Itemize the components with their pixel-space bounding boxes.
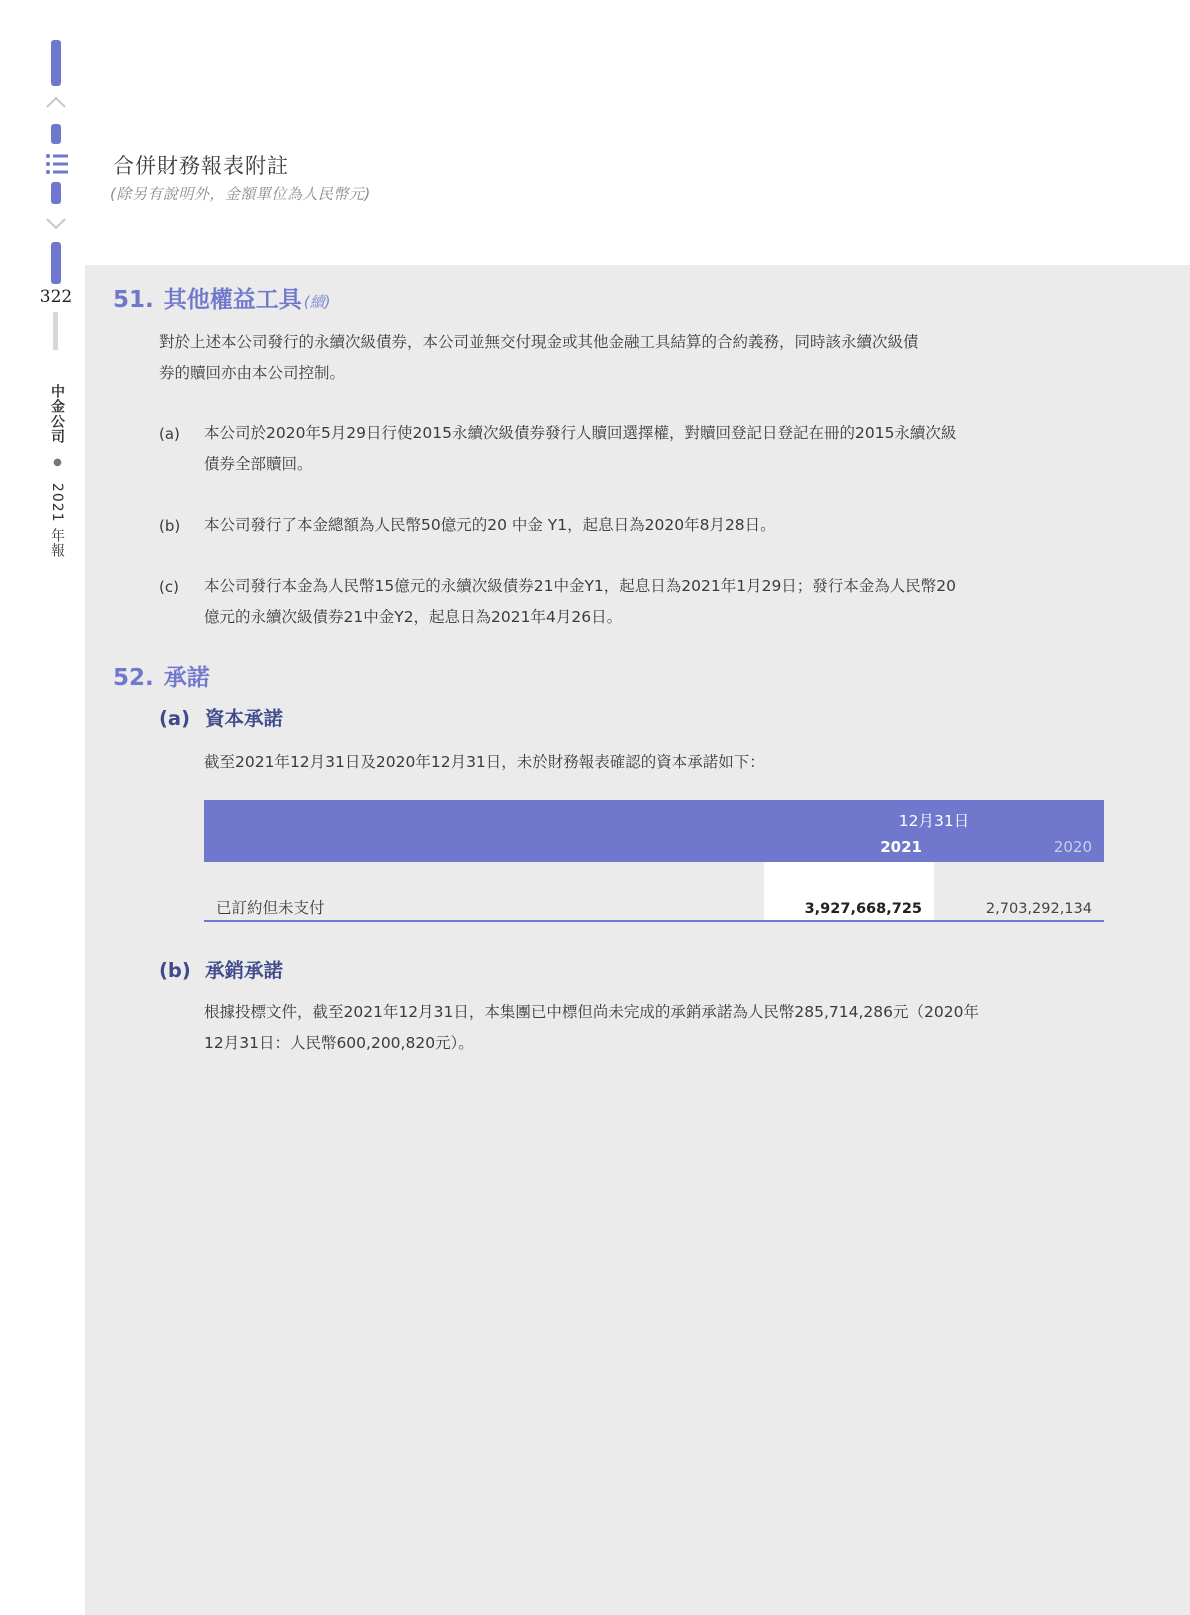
subsection-label: (a): [159, 707, 190, 730]
section-51-intro: [159, 327, 1109, 389]
section-title: 承諾: [163, 665, 210, 691]
menu-list-icon[interactable]: [45, 152, 69, 176]
chevron-down-icon[interactable]: [45, 212, 67, 234]
header-date: 12月31日: [898, 812, 970, 830]
text-line: 券的贖回亦由本公司控制。: [159, 364, 346, 382]
header-2020: 2020: [1053, 838, 1092, 856]
text-line: 對於上述本公司發行的永續次級債券，本公司並無交付現金或其他金融工具結算的合約義務，同時該永續次級債: [159, 333, 919, 351]
text-line: 根據投標文件，截至2021年12月31日，本集團已中標但尚未完成的承銷承諾為人民幣285,714,286元（2020年: [204, 1003, 979, 1021]
page-number: 322: [39, 287, 73, 307]
nav-progress-track: [53, 312, 58, 350]
text-line: 本公司發行了本金總額為人民幣50億元的20 中金 Y1，起息日為2020年8月28日。: [204, 516, 776, 534]
value-2020: 2,703,292,134: [985, 901, 1092, 917]
item-c-text: [204, 571, 1109, 633]
subsection-a-heading: [159, 703, 283, 731]
report-vertical-title: [47, 384, 67, 558]
subsection-label: (b): [159, 959, 191, 982]
item-b-text: [204, 510, 1109, 541]
item-a-text: [204, 418, 1109, 480]
text-line: 本公司於2020年5月29日行使2015永續次級債券發行人贖回選擇權，對贖回登記日登記在冊的2015永續次級: [204, 424, 957, 442]
page-subtitle: (除另有說明外，金額單位為人民幣元): [110, 185, 371, 203]
capital-commitments-table: [204, 800, 1104, 922]
section-51-heading: [113, 281, 330, 314]
report-name: 2021 年報: [49, 482, 65, 558]
separator-dot-icon: ●: [52, 457, 63, 470]
text-line: 本公司發行本金為人民幣15億元的永續次級債券21中金Y1，起息日為2021年1月29日；發行本金為人民幣20: [204, 577, 957, 595]
section-title: 其他權益工具: [163, 287, 302, 313]
nav-bar-top: [51, 40, 61, 86]
chevron-up-icon[interactable]: [45, 92, 67, 114]
item-label: (a): [159, 425, 180, 443]
table-header: [204, 800, 1104, 862]
value-2021: 3,927,668,725: [804, 901, 922, 917]
subsection-title: 承銷承諾: [205, 959, 284, 982]
text-line: 債券全部贖回。: [204, 455, 313, 473]
brand-name: 中金公司: [49, 384, 65, 444]
item-label: (c): [159, 578, 179, 596]
section-52-heading: [113, 659, 210, 692]
table-row: [204, 862, 1104, 922]
text-line: 12月31日：人民幣600,200,820元）。: [204, 1034, 474, 1052]
header-2021: 2021: [880, 838, 922, 856]
nav-bar-upper: [51, 124, 61, 144]
nav-bar-lower: [51, 182, 61, 204]
nav-bar-bottom: [51, 242, 61, 284]
item-label: (b): [159, 517, 181, 535]
section-number: 52.: [113, 665, 154, 691]
section-number: 51.: [113, 287, 154, 313]
underwriting-commitment-text: [204, 997, 1109, 1059]
text-line: 億元的永續次級債券21中金Y2，起息日為2021年4月26日。: [204, 608, 623, 626]
text-line: 截至2021年12月31日及2020年12月31日，未於財務報表確認的資本承諾如下：: [204, 753, 765, 771]
page-title: 合併財務報表附註: [113, 154, 289, 178]
side-navigation: [0, 0, 85, 1615]
row-label: 已訂約但未支付: [216, 899, 325, 917]
subsection-title: 資本承諾: [205, 707, 284, 730]
subsection-b-heading: [159, 955, 283, 983]
continued-label: (續): [303, 293, 331, 311]
capital-commitment-text: [204, 747, 1109, 778]
